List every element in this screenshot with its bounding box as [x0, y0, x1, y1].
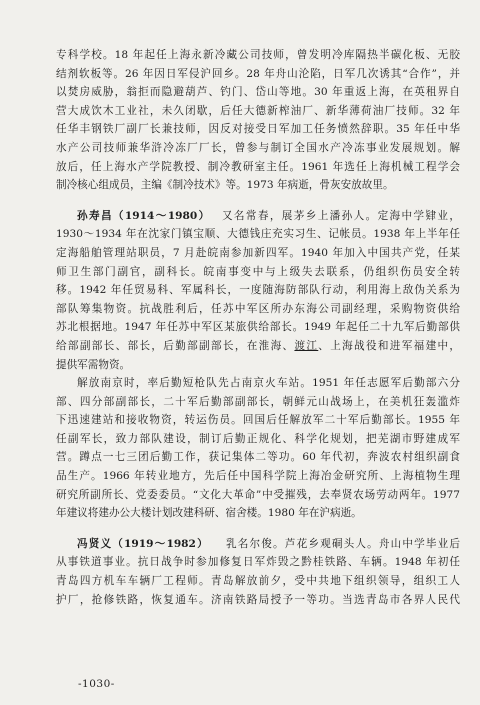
text-line: 水产公司技师兼华浒冷冻厂厂长，曾参与制订全国水产冷冻事业发展规划。解: [56, 141, 460, 154]
text-line: 定海船舶管理站职员，7 月赴皖南参加新四军。1940 年加入中国共产党，任某: [56, 246, 460, 259]
text-line: 解放南京时，率后勤短枪队先占南京火车站。1951 年任志愿军后勤部六分: [77, 377, 460, 390]
text-line: 结剂软板等。26 年因日军侵沪回乡。28 年舟山沦陷，日军几次诱其“合作”，并: [56, 67, 460, 80]
text-line: 苏北根据地。1947 年任苏中军区某旅供给部长。1949 年起任二十九军后勤部供: [56, 321, 460, 334]
underlined-word: 渡江: [294, 339, 319, 352]
text-line: 专科学校。18 年起任上海永新冷藏公司技师，曾发明冷库隔热半碳化板、无胶: [56, 49, 460, 61]
entry-name: 孙寿昌: [77, 209, 113, 222]
entry-intro: 乳名尔俊。芦花乡观硐头人。舟山中学毕业后: [224, 537, 460, 550]
text-line: 以焚房威胁，翁拒而隐避葫芦、钓门、岱山等地。30 年重返上海，在英租界自: [56, 86, 460, 99]
text-line: 营。蹲点一七三团后勤工作，获记集体二等功。60 年代初，奔波农村组织副食: [56, 451, 460, 464]
text-line: [56, 337, 460, 356]
text-line: 移。1942 年任贸易科、军属科长，一度随海防部队行动，利用海上敌伪关系为: [56, 284, 460, 297]
text-line: 任副军长，致力部队建设，制订后勤正规化、科学化规划，把芜湖市野建成军: [56, 432, 460, 445]
text-line: 年建议将建办公大楼计划改建科研、宿舍楼。1980 年在沪病逝。: [56, 507, 362, 520]
text-line: 制冷核心组成员，主编《制冷技术》等。1973 年病逝，骨灰安放故里。: [56, 179, 394, 192]
text-line: 护厂，抢修铁路，恢复通车。济南铁路局授予一等功。当选青岛市各界人民代: [56, 593, 460, 606]
entry-heading-line: [56, 535, 460, 554]
entry-name: 冯贤义: [77, 537, 113, 550]
text-line: 营大成饮木工业社，未久闭歇，后任大德新榨油厂、新华薄荷油厂技师。32 年: [56, 104, 460, 117]
text-line: 从事铁道事业。抗日战争时参加修复日军炸毁之黔桂铁路、车辆。1948 年初任: [56, 556, 460, 569]
text-line: 提供军需物资。: [56, 358, 131, 371]
text-line: 部队筹集物资。抗战胜利后，任苏中军区所办东海公司副经理，采购物资供给: [56, 302, 460, 315]
text-line: 部、四分部副部长，二十军后勤部副部长，朝鲜元山战场上，在美机狂轰滥炸: [56, 395, 460, 408]
text-segment: 给部副部长、部长，后勤部副部长，在淮海、: [56, 339, 295, 352]
entry-intro: 又名常春，展茅乡上潘孙人。定海中学肄业，: [220, 209, 460, 222]
text-line: 任华丰钢铁厂副厂长兼技师，因反对接受日军加工任务愤然辞职。35 年任中华: [56, 123, 460, 136]
document-page: [56, 46, 460, 609]
feng-xianyi-entry: [56, 535, 460, 609]
prev-entry-continuation: [56, 46, 460, 195]
sun-shouchang-entry: [56, 207, 460, 523]
entry-years: （1919～1982）: [112, 537, 209, 550]
text-line: 青岛四方机车车辆厂工程师。青岛解放前夕，受中共地下组织领导，组织工人: [56, 575, 460, 588]
text-line: 品生产。1966 年转业地方，先后任中国科学院上海冶金研究所、上海植物生理: [56, 470, 460, 483]
text-line: 下迅速建站和接收物资，转运伤员。回国后任解放军二十军后勤部长。1955 年: [56, 414, 460, 427]
entry-years: （1914～1980）: [112, 209, 211, 222]
text-line: 师卫生部门副官，副科长。皖南事变中与上级失去联系，仍组织伤员安全转: [56, 265, 460, 278]
page-number: -1030-: [78, 678, 115, 690]
text-line: 放后，任上海水产学院教授、制冷教研室主任。1961 年选任上海机械工程学会: [56, 160, 460, 173]
entry-heading-line: [56, 207, 460, 226]
text-segment: 、上海战役和进军福建中，: [318, 339, 460, 352]
text-line: 1930～1934 年在沈家门镇宝顺、大德钱庄充实习生、记帐员。1938 年上半年任: [56, 228, 460, 241]
text-line: 研究所副所长、党委委员。“文化大革命”中受摧残，去奉贤农场劳动两年。1977: [56, 488, 460, 501]
